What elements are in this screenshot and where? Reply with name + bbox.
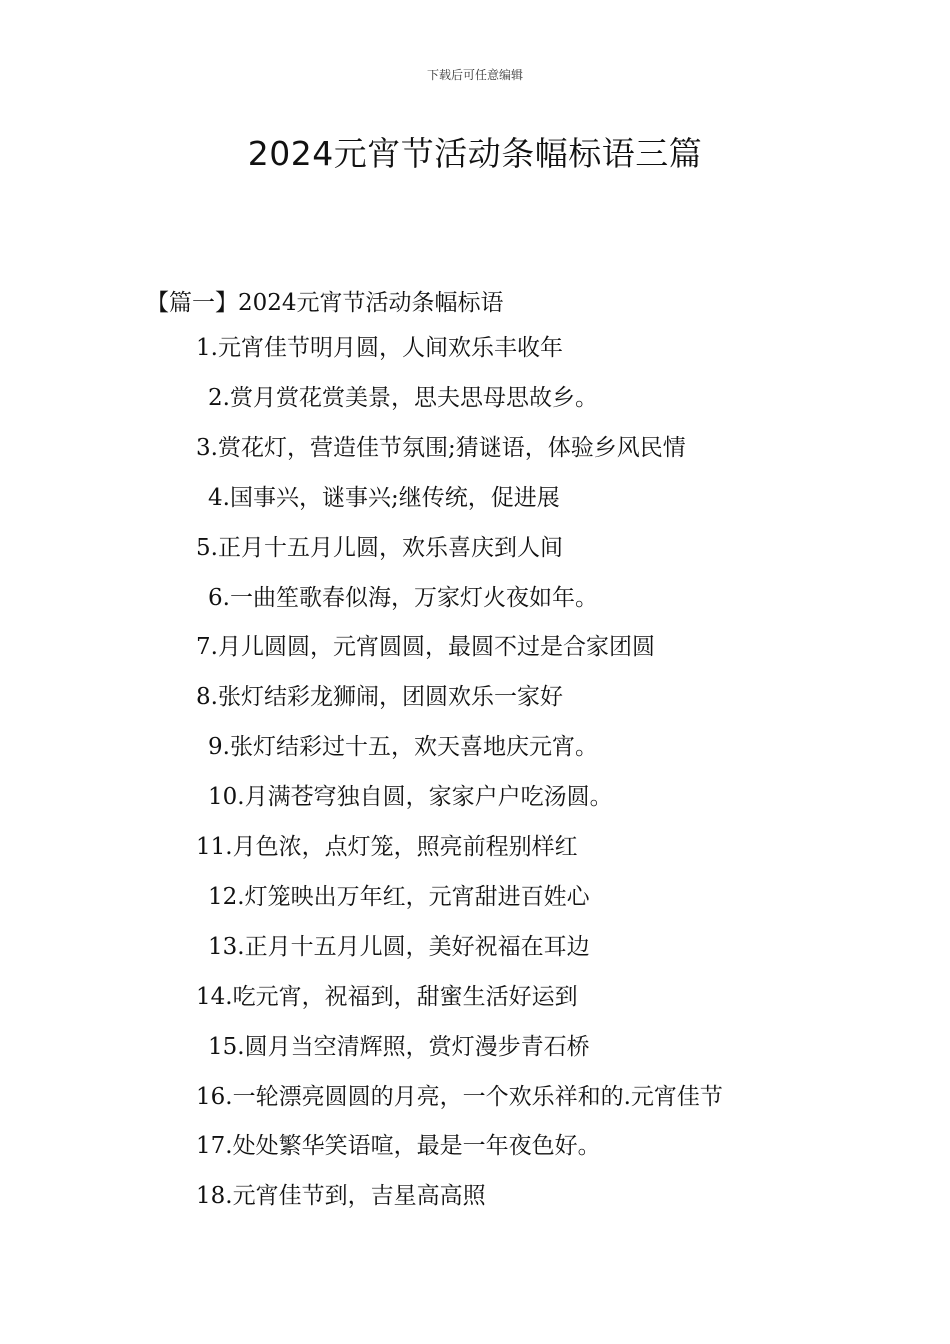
list-item: 11.月色浓，点灯笼，照亮前程别样红: [196, 834, 578, 860]
list-item: 13.正月十五月儿圆，美好祝福在耳边: [208, 933, 590, 960]
list-item: 12.灯笼映出万年红，元宵甜进百姓心: [208, 883, 590, 910]
document-title: 2024元宵节活动条幅标语三篇: [247, 134, 703, 173]
list-item: 14.吃元宵，祝福到，甜蜜生活好运到: [196, 983, 578, 1010]
list-item: 2.赏月赏花赏美景，思夫思母思故乡。: [208, 384, 598, 411]
list-item: 5.正月十五月儿圆，欢乐喜庆到人间: [196, 534, 563, 561]
list-item: 3.赏花灯，营造佳节氛围;猜谜语，体验乡风民情: [196, 434, 686, 461]
list-item: 10.月满苍穹独自圆，家家户户吃汤圆。: [208, 784, 613, 811]
list-item: 4.国事兴，谜事兴;继传统，促进展: [208, 484, 560, 511]
list-item: 1.元宵佳节明月圆，人间欢乐丰收年: [196, 335, 563, 361]
list-item: 15.圆月当空清辉照，赏灯漫步青石桥: [208, 1033, 590, 1060]
section-heading: 【篇一】2024元宵节活动条幅标语: [146, 290, 504, 316]
list-item: 18.元宵佳节到，吉星高高照: [196, 1183, 486, 1210]
list-item: 16.一轮漂亮圆圆的月亮，一个欢乐祥和的.元宵佳节: [196, 1083, 723, 1110]
list-item: 17.处处繁华笑语喧，最是一年夜色好。: [196, 1133, 601, 1160]
list-item: 9.张灯结彩过十五，欢天喜地庆元宵。: [208, 734, 598, 761]
list-item: 7.月儿圆圆，元宵圆圆，最圆不过是合家团圆: [196, 634, 655, 661]
list-item: 6.一曲笙歌春似海，万家灯火夜如年。: [208, 584, 598, 611]
list-item: 8.张灯结彩龙狮闹，团圆欢乐一家好: [196, 684, 563, 711]
page-header: 下载后可任意编辑: [426, 68, 523, 82]
